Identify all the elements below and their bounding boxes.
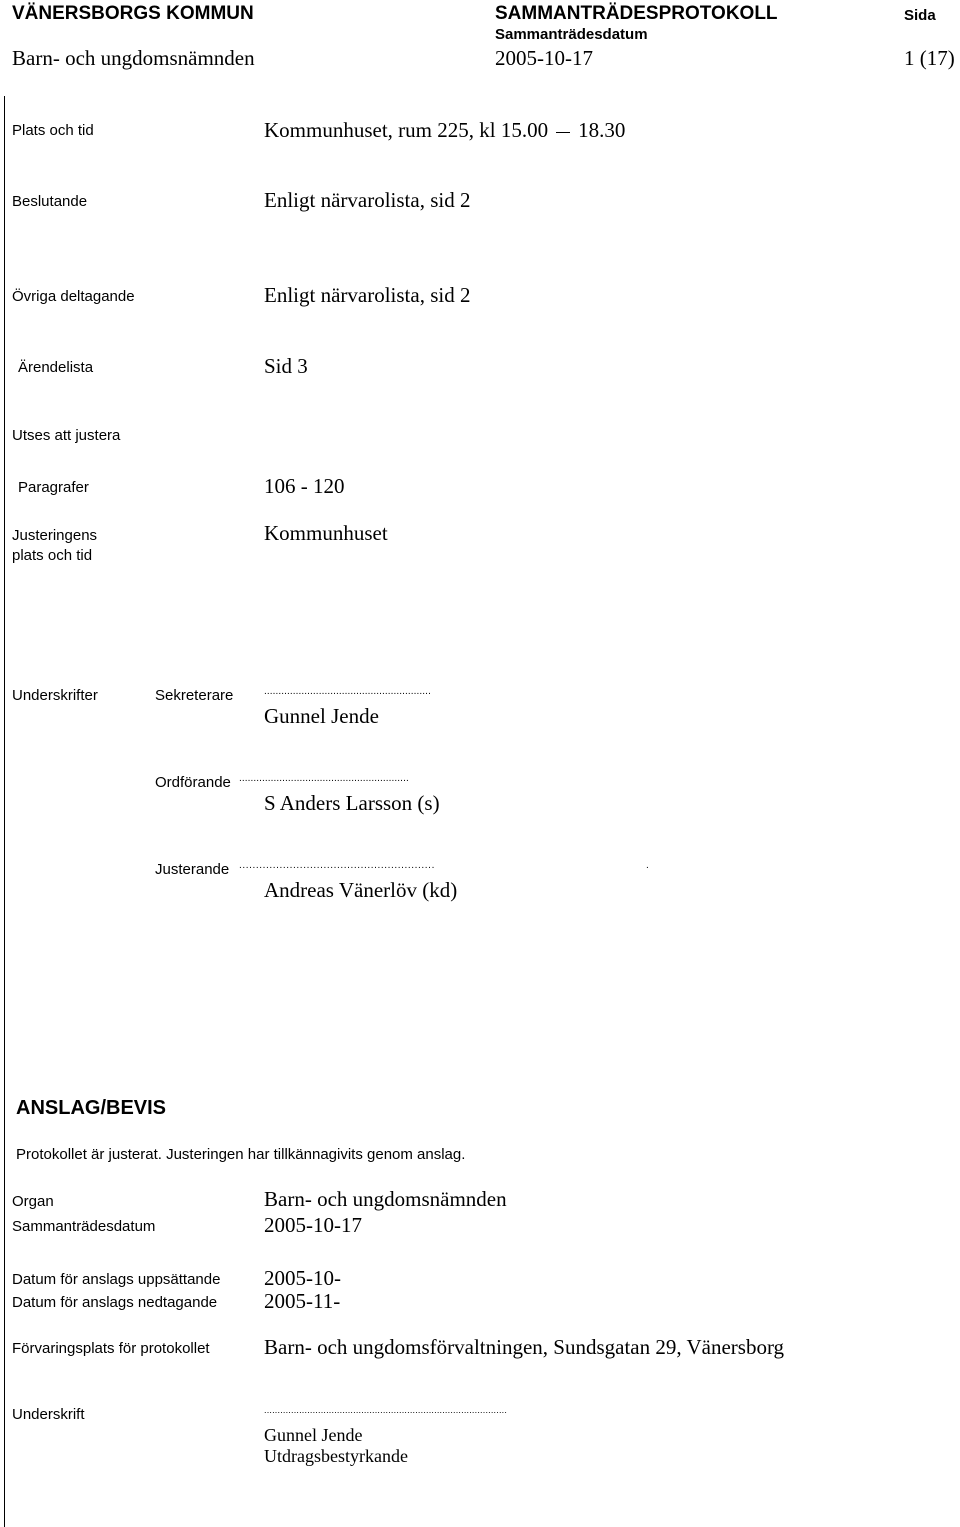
meeting-date-label: Sammanträdesdatum — [495, 26, 648, 43]
deciding-value: Enligt närvarolista, sid 2 — [264, 188, 471, 212]
signature-role: Utdragsbestyrkande — [264, 1446, 408, 1466]
chair-label: Ordförande — [155, 774, 231, 791]
storage-value: Barn- och ungdomsförvaltningen, Sundsgatan 29, Vänersborg — [264, 1335, 785, 1359]
secretary-name: Gunnel Jende — [264, 704, 379, 728]
committee-name: Barn- och ungdomsnämnden — [12, 46, 255, 70]
storage-label: Förvaringsplats för protokollet — [12, 1340, 210, 1357]
paragraphs-label: Paragrafer — [18, 479, 89, 496]
document-type: SAMMANTRÄDESPROTOKOLL — [495, 3, 778, 24]
secretary-label: Sekreterare — [155, 687, 234, 704]
secretary-signature-line: .......................................................... — [264, 686, 431, 697]
organ-value: Barn- och ungdomsnämnden — [264, 1187, 507, 1211]
time-dash — [556, 132, 570, 133]
signature-label: Underskrift — [12, 1406, 85, 1423]
signature-line: .......................................................................................... — [264, 1405, 508, 1415]
agenda-value: Sid 3 — [264, 354, 308, 378]
adjust-place-label-line1: Justeringens — [12, 527, 98, 544]
others-value: Enligt närvarolista, sid 2 — [264, 283, 471, 307]
page-number: 1 (17) — [904, 46, 955, 70]
signatures-label: Underskrifter — [12, 687, 98, 704]
notice-statement: Protokollet är justerat. Justeringen har tillkännagivits genom anslag. — [16, 1146, 466, 1163]
place-value-end: 18.30 — [578, 118, 626, 142]
appointed-label: Utses att justera — [12, 427, 121, 444]
place-time-value — [264, 118, 625, 143]
agenda-label: Ärendelista — [18, 359, 94, 376]
deciding-label: Beslutande — [12, 193, 88, 210]
removed-date-label: Datum för anslags nedtagande — [12, 1294, 218, 1311]
posted-date-label: Datum för anslags uppsättande — [12, 1271, 221, 1288]
others-label: Övriga deltagande — [12, 288, 135, 305]
removed-date-value: 2005-11- — [264, 1289, 341, 1313]
place-time-label: Plats och tid — [12, 122, 94, 139]
adjuster-name: Andreas Vänerlöv (kd) — [264, 878, 458, 902]
chair-signature-line: ........................................................... — [239, 773, 409, 784]
posted-date-value: 2005-10- — [264, 1266, 341, 1290]
notice-title: ANSLAG/BEVIS — [16, 1097, 167, 1119]
municipality-name: VÄNERSBORGS KOMMUN — [12, 3, 254, 24]
adjuster-signature-line: .......................................................... — [239, 860, 435, 871]
page-label: Sida — [904, 7, 936, 24]
chair-name: S Anders Larsson (s) — [264, 791, 440, 815]
paragraphs-value: 106 - 120 — [264, 474, 345, 498]
adjust-place-value: Kommunhuset — [264, 521, 388, 545]
left-margin-rule — [4, 96, 5, 1527]
organ-label: Organ — [12, 1193, 54, 1210]
notice-date-label: Sammanträdesdatum — [12, 1218, 156, 1235]
adjuster-label: Justerande — [155, 861, 230, 878]
notice-date-value: 2005-10-17 — [264, 1213, 362, 1237]
place-value-start: Kommunhuset, rum 225, kl 15.00 — [264, 118, 549, 142]
signature-name: Gunnel Jende — [264, 1425, 363, 1445]
meeting-date: 2005-10-17 — [495, 46, 593, 70]
adjust-place-label-line2: plats och tid — [12, 547, 93, 564]
adjuster-signature-end: . — [646, 860, 649, 871]
